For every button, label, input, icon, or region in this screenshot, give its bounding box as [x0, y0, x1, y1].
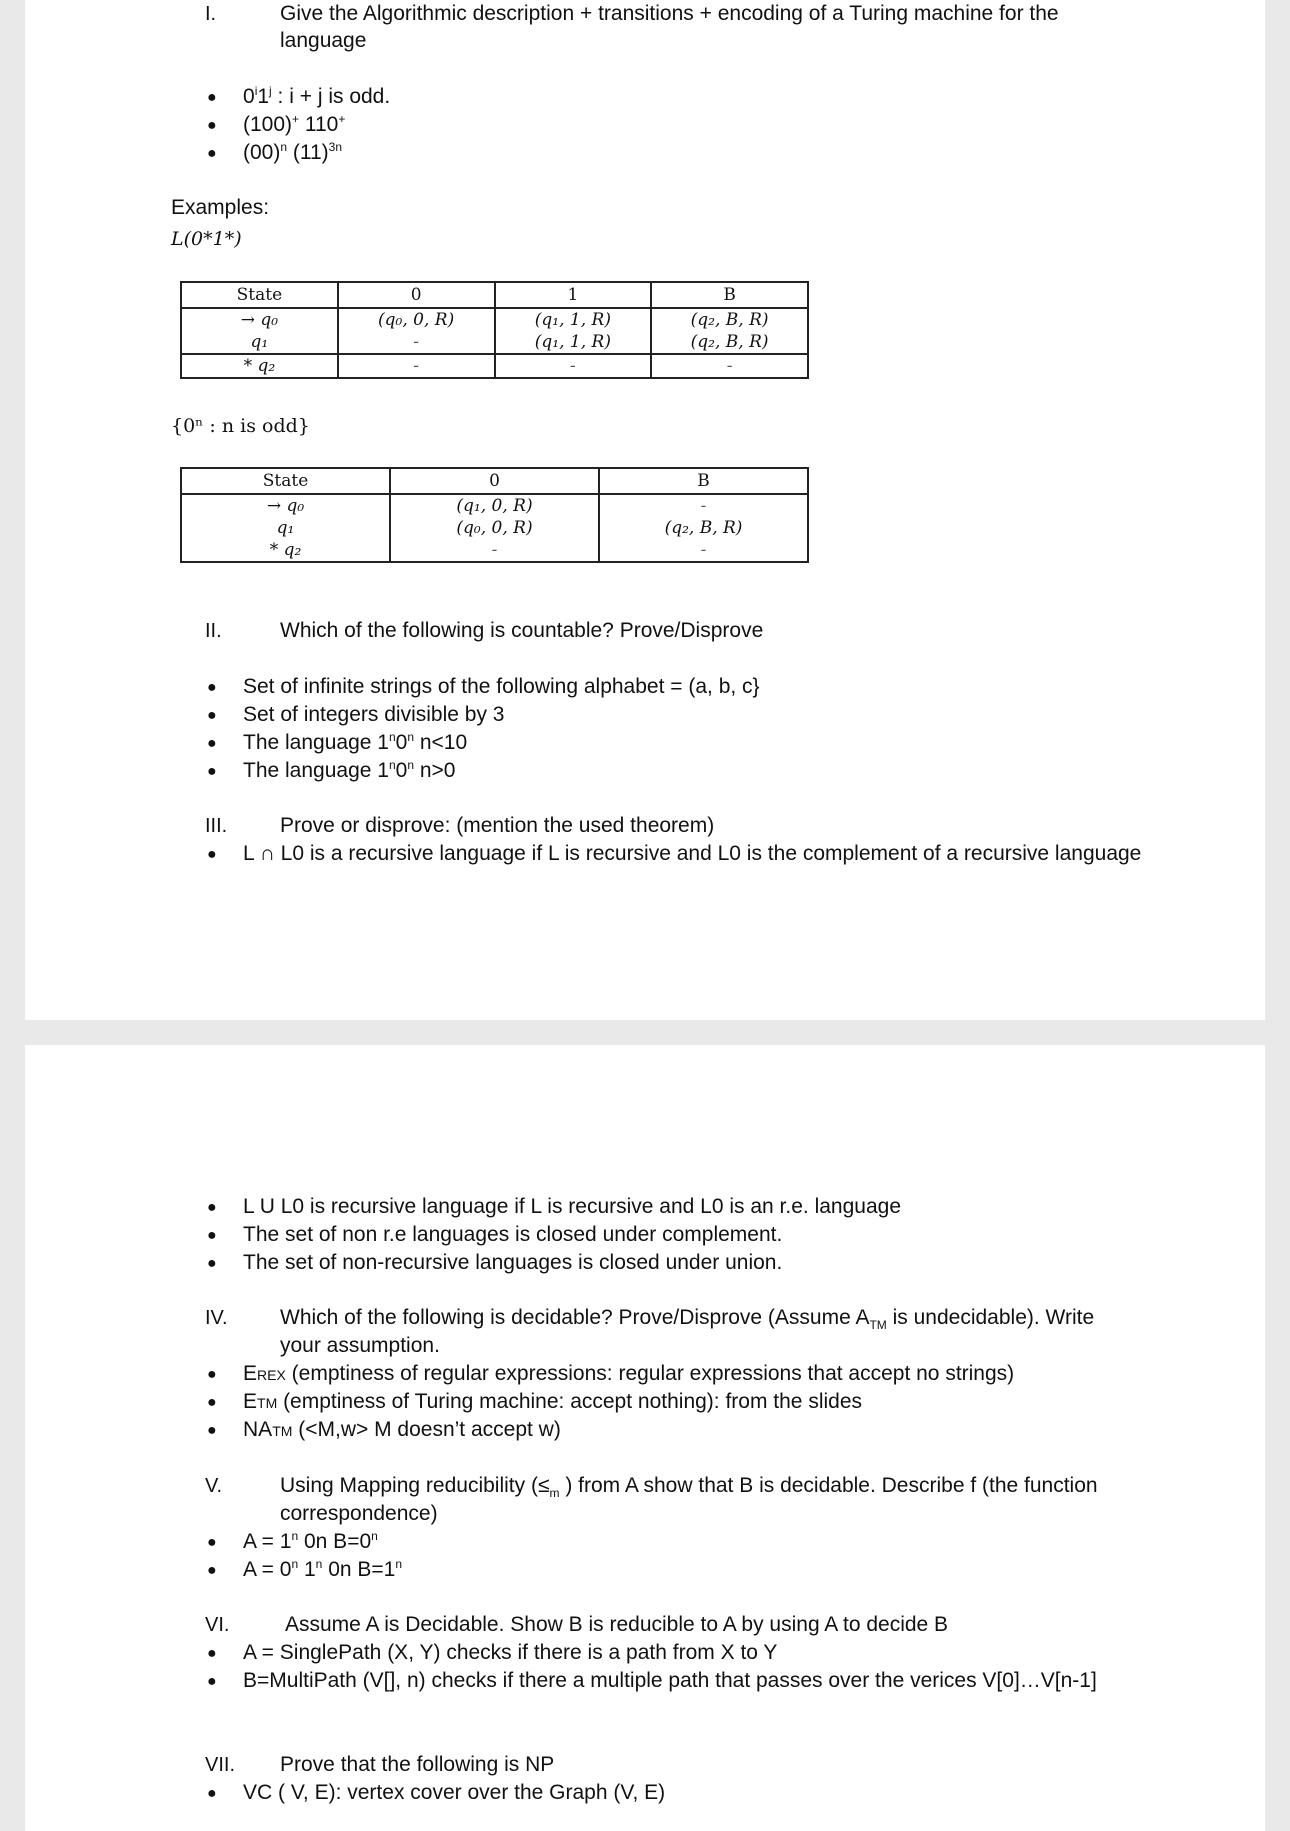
bullet-icon: ●: [207, 1255, 217, 1272]
bullet-icon: ●: [207, 1366, 217, 1383]
bullet-icon: ●: [207, 846, 217, 863]
bullet-icon: ●: [207, 1673, 217, 1690]
table-body: [181, 308, 808, 378]
q7-title: Prove that the following is NP: [280, 1753, 555, 1776]
q1-language-2: (100)+ 110+: [243, 112, 346, 136]
q1-title-line2: language: [280, 29, 367, 52]
examples-label: Examples:: [171, 196, 270, 219]
q3-item-2: L U L0 is recursive language if L is recursive and L0 is an r.e. language: [243, 1195, 901, 1218]
q2-item-3: The language 1$^n$0$^n$ n<10: [243, 730, 468, 754]
q1-roman-numeral: I.: [205, 3, 217, 25]
q5-item-1: $A = 1^n$ 0n $B=0^n$: [243, 1529, 378, 1553]
bullet-icon: ●: [207, 735, 217, 752]
q5-title-line2: correspondence): [280, 1502, 438, 1525]
q6-item-1: A = SinglePath (X, Y) checks if there is a path from X to Y: [243, 1641, 778, 1664]
state-column: → q₀ q₁ * q₂: [181, 308, 338, 378]
q6-title: Assume A is Decidable. Show B is reducible to A by using A to decide B: [285, 1613, 949, 1636]
table-header-row: [181, 282, 808, 308]
bullet-icon: ●: [207, 1394, 217, 1411]
header-symbol-0: 0: [338, 282, 495, 308]
table-header-row: [181, 468, 808, 494]
column-0: (q₁, 0, R) (q₀, 0, R) -: [390, 494, 599, 562]
header-symbol-b: B: [599, 468, 808, 494]
q4-roman-numeral: IV.: [205, 1307, 228, 1329]
column-b: (q₂, B, R) (q₂, B, R) -: [651, 308, 808, 378]
example1-label: L(0*1*): [171, 228, 242, 250]
bullet-icon: ●: [207, 1562, 217, 1579]
header-symbol-0: 0: [390, 468, 599, 494]
bullet-icon: ●: [207, 1785, 217, 1802]
q2-item-4: The language 1$^n$0$^n$ n>0: [243, 758, 456, 782]
q4-title-line1: Which of the following is decidable? Prove/Disprove (Assume $A_{TM}$ is undecidable). Write: [280, 1306, 1095, 1333]
q3-item-3: The set of non r.e languages is closed under complement.: [243, 1223, 783, 1246]
q3-roman-numeral: III.: [205, 815, 228, 837]
bullet-icon: ●: [207, 1227, 217, 1244]
q3-title: Prove or disprove: (mention the used theorem): [280, 814, 715, 837]
q1-language-3: $(00)^n$ $(11)^{3n}$: [243, 140, 343, 164]
q4-item-2: ETM (emptiness of Turing machine: accept nothing): from the slides: [243, 1390, 863, 1413]
bullet-icon: ●: [207, 1534, 217, 1551]
q4-title-line2: your assumption.: [280, 1334, 440, 1357]
q6-roman-numeral: VI.: [205, 1614, 230, 1636]
header-symbol-b: B: [651, 282, 808, 308]
bullet-icon: ●: [207, 763, 217, 780]
q5-title-line1: Using Mapping reducibility ($\le_m$ ) from A show that B is decidable. Describe f (the function: [280, 1474, 1098, 1501]
q4-item-3: NATM (<M,w> M doesn’t accept w): [243, 1418, 561, 1441]
example2-label: {0ⁿ : n is odd}: [171, 415, 310, 437]
header-symbol-1: 1: [495, 282, 652, 308]
bullet-icon: ●: [207, 679, 217, 696]
q2-roman-numeral: II.: [205, 620, 222, 642]
bullet-icon: ●: [207, 1422, 217, 1439]
document-page-2: [25, 1045, 1265, 1831]
column-b: - (q₂, B, R) -: [599, 494, 808, 562]
state-column: → q₀ q₁ * q₂: [181, 494, 390, 562]
header-state: State: [181, 282, 338, 308]
table-body: [181, 494, 808, 562]
q7-roman-numeral: VII.: [205, 1754, 236, 1776]
bullet-icon: ●: [207, 117, 217, 134]
q2-item-2: Set of integers divisible by 3: [243, 703, 505, 726]
bullet-icon: ●: [207, 89, 217, 106]
q1-title-line1: Give the Algorithmic description + transitions + encoding of a Turing machine for the: [280, 2, 1059, 25]
document-page-1: [25, 0, 1265, 1020]
q5-item-2: $A = 0^n$ 1$^n$ 0n $B=1^n$: [243, 1557, 403, 1581]
transition-table-1: [180, 281, 809, 379]
q4-item-1: EREX (emptiness of regular expressions: regular expressions that accept no strings): [243, 1362, 1015, 1385]
q2-title: Which of the following is countable? Prove/Disprove: [280, 619, 764, 642]
q7-item-1: VC ( V, E): vertex cover over the Graph (V, E): [243, 1781, 666, 1804]
q3-item-4: The set of non-recursive languages is closed under union.: [243, 1251, 783, 1274]
bullet-icon: ●: [207, 707, 217, 724]
q5-roman-numeral: V.: [205, 1475, 223, 1497]
q2-item-1: Set of infinite strings of the following alphabet = (a, b, c}: [243, 675, 760, 698]
transition-table-2: [180, 467, 809, 563]
header-state: State: [181, 468, 390, 494]
bullet-icon: ●: [207, 1199, 217, 1216]
column-1: (q₁, 1, R) (q₁, 1, R) -: [495, 308, 652, 378]
bullet-icon: ●: [207, 1645, 217, 1662]
column-0: (q₀, 0, R) - -: [338, 308, 495, 378]
bullet-icon: ●: [207, 145, 217, 162]
q6-item-2: B=MultiPath (V[], n) checks if there a multiple path that passes over the verices V[0]…V[n-1]: [243, 1669, 1097, 1692]
q3-item-1: L ∩ L0 is a recursive language if L is recursive and L0 is the complement of a recursive language: [243, 842, 1142, 865]
q1-language-1: 0$^i$1$^j$ : i + j is odd.: [243, 84, 391, 108]
